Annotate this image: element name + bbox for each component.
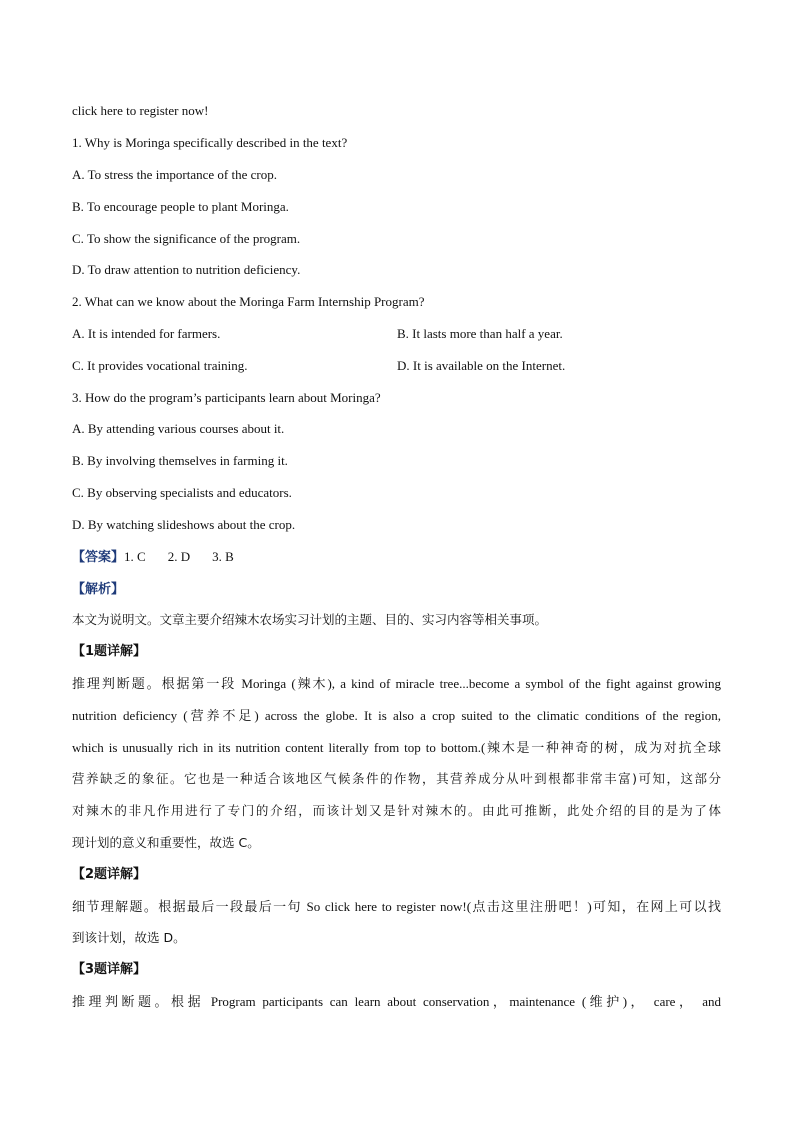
question-1-option-d: D. To draw attention to nutrition deficiency. [72,262,301,277]
question-1-option-a: A. To stress the importance of the crop. [72,167,277,182]
question-2-option-d: D. It is available on the Internet. [397,358,566,373]
question-2-option-c: C. It provides vocational training. [72,358,248,373]
analysis-label: 【解析】 [72,582,125,597]
q1-detail-label: 【1题详解】 [72,644,147,659]
q1-detail-line-2: nutrition deficiency (营养不足) across the globe. It is also a crop suited to the climatic conditions of the region, [72,708,721,723]
question-1-option-c: C. To show the significance of the program. [72,231,301,246]
q2-detail-label: 【2题详解】 [72,867,147,882]
question-3-option-a: A. By attending various courses about it. [72,421,285,436]
answer-item-3: 3. B [212,549,234,564]
question-3-stem: 3. How do the program’s participants learn about Moringa? [72,390,381,405]
question-1-stem: 1. Why is Moringa specifically described in the text? [72,135,348,150]
q1-detail-line-1: 推理判断题。根据第一段 Moringa (辣木), a kind of miracle tree...become a symbol of the fight against growing [72,676,721,691]
question-3-option-b: B. By involving themselves in farming it. [72,453,288,468]
answer-label: 【答案】 [72,550,125,565]
question-3-option-d: D. By watching slideshows about the crop. [72,517,296,532]
q2-detail-line-1: 细节理解题。根据最后一段最后一句 So click here to register now!(点击这里注册吧！)可知，在网上可以找 [72,899,721,914]
question-2-option-a: A. It is intended for farmers. [72,326,221,341]
question-1-option-b: B. To encourage people to plant Moringa. [72,199,289,214]
q1-detail-line-6: 现计划的意义和重要性，故选 C。 [72,835,260,850]
analysis-summary: 本文为说明文。文章主要介绍辣木农场实习计划的主题、目的、实习内容等相关事项。 [72,612,548,627]
question-2-option-b: B. It lasts more than half a year. [397,326,563,341]
answer-item-2: 2. D [167,549,191,564]
intro-line: click here to register now! [72,103,209,118]
q3-detail-line-1: 推理判断题。根据 Program participants can learn about conservation，maintenance (维护)， care， and [72,994,721,1009]
answer-item-1: 1. C [124,549,146,564]
answer-line [72,549,234,566]
question-3-option-c: C. By observing specialists and educators. [72,485,292,500]
question-2-stem: 2. What can we know about the Moringa Farm Internship Program? [72,294,425,309]
q2-detail-line-2: 到该计划，故选 D。 [72,930,186,945]
q1-detail-line-5: 对辣木的非凡作用进行了专门的介绍，而该计划又是针对辣木的。由此可推断，此处介绍的目的是为了体 [72,803,721,818]
q3-detail-label: 【3题详解】 [72,962,147,977]
q1-detail-line-3: which is unusually rich in its nutrition content literally from top to bottom.(辣木是一种神奇的树，成为对抗全球 [72,740,721,755]
q1-detail-line-4: 营养缺乏的象征。它也是一种适合该地区气候条件的作物，其营养成分从叶到根都非常丰富)可知，这部分 [72,771,721,786]
